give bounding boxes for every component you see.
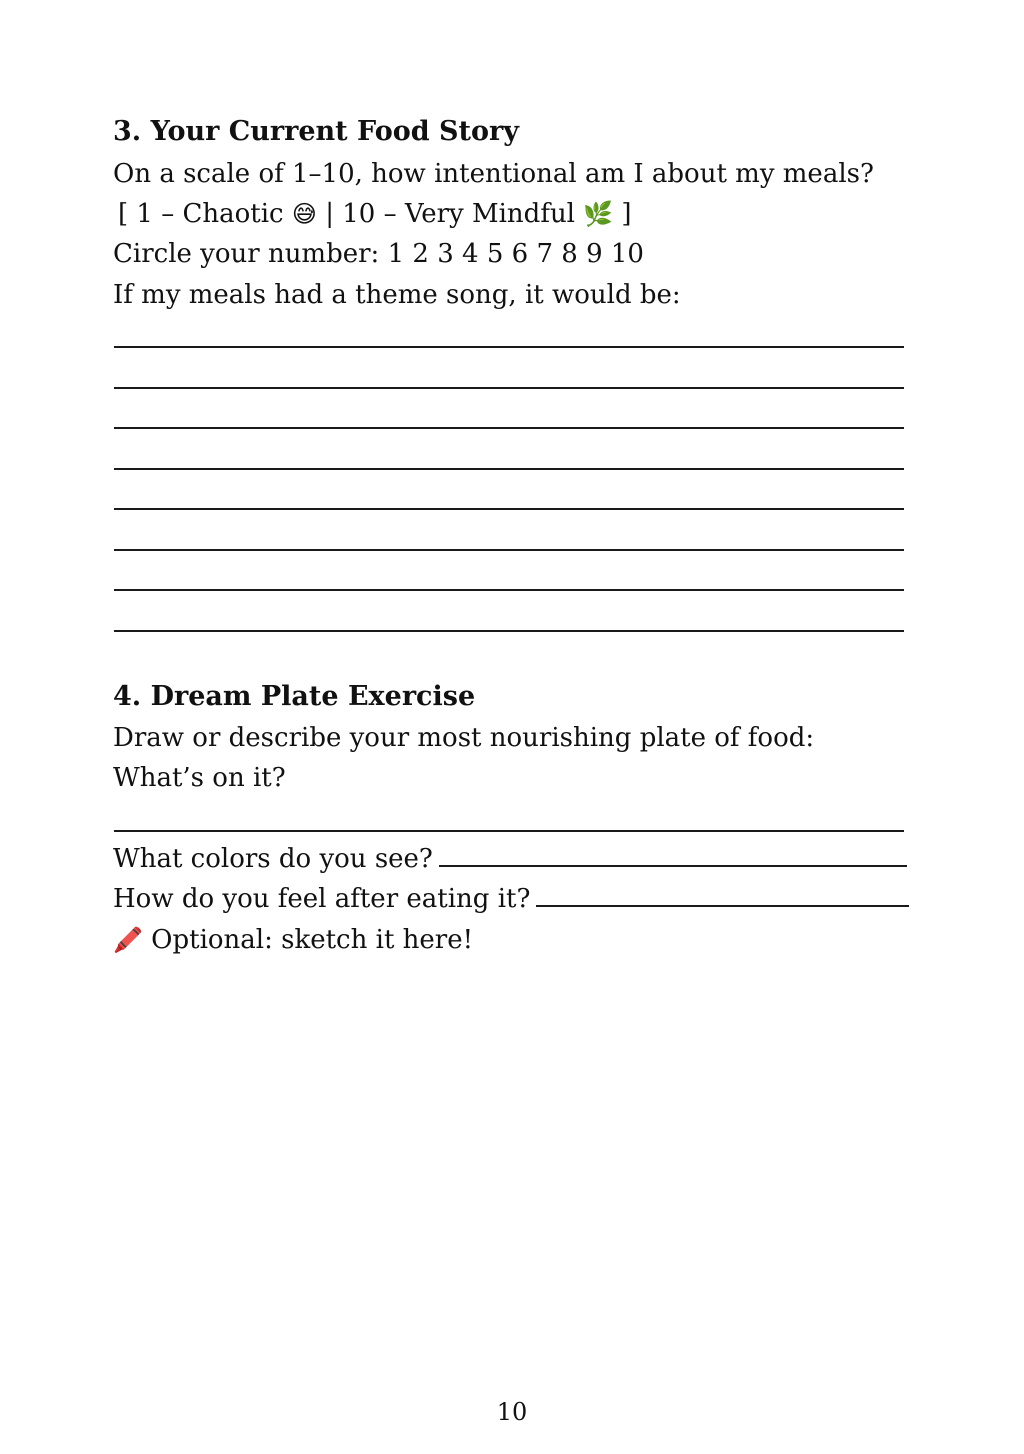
scale-separator: | <box>325 199 334 229</box>
answer-line[interactable] <box>114 346 904 348</box>
scale-number[interactable]: 4 <box>462 239 479 269</box>
scale-legend <box>118 196 918 232</box>
theme-song-prompt: If my meals had a theme song, it would be: <box>113 280 681 310</box>
scale-number[interactable]: 3 <box>437 239 454 269</box>
circle-number-row <box>113 236 913 272</box>
scale-number[interactable]: 8 <box>561 239 578 269</box>
colors-row <box>113 841 913 877</box>
crayon-icon: 🖍️ <box>113 926 143 954</box>
answer-line[interactable] <box>114 549 904 551</box>
scale-number[interactable]: 7 <box>536 239 553 269</box>
herb-icon: 🌿 <box>583 200 614 228</box>
scale-number[interactable]: 9 <box>586 239 603 269</box>
scale-number[interactable]: 6 <box>511 239 529 269</box>
scale-bracket-open: [ <box>118 199 129 229</box>
scale-number[interactable]: 1 <box>387 239 405 269</box>
dream-plate-prompt: Draw or describe your most nourishing plate of food: <box>113 723 815 753</box>
scale-number[interactable]: 5 <box>486 239 504 269</box>
feel-row <box>113 881 913 917</box>
section-4-heading: 4. Dream Plate Exercise <box>113 681 476 712</box>
sketch-area[interactable] <box>113 970 903 1370</box>
sweat-smile-icon: 😅 <box>291 200 317 228</box>
answer-line[interactable] <box>114 830 904 832</box>
scale-high-label: 10 – Very Mindful <box>342 199 575 229</box>
scale-low-label: 1 – Chaotic <box>136 199 284 229</box>
scale-question: On a scale of 1–10, how intentional am I about my meals? <box>113 159 874 189</box>
colors-prompt: What colors do you see? <box>113 844 433 874</box>
sketch-prompt: Optional: sketch it here! <box>151 925 474 955</box>
answer-line[interactable] <box>114 589 904 591</box>
feel-answer-line[interactable] <box>536 904 909 907</box>
section-3-heading: 3. Your Current Food Story <box>113 116 519 147</box>
page-number: 10 <box>496 1398 528 1426</box>
answer-line[interactable] <box>114 427 904 429</box>
answer-line[interactable] <box>114 508 904 510</box>
answer-line[interactable] <box>114 630 904 632</box>
scale-number[interactable]: 2 <box>412 239 429 269</box>
circle-prompt: Circle your number: <box>113 239 380 269</box>
sketch-row <box>113 922 913 958</box>
colors-answer-line[interactable] <box>439 864 907 867</box>
answer-line[interactable] <box>114 387 904 389</box>
whats-on-it-prompt: What’s on it? <box>113 763 286 793</box>
scale-bracket-close: ] <box>621 199 632 229</box>
scale-number[interactable]: 10 <box>610 239 644 269</box>
answer-line[interactable] <box>114 468 904 470</box>
feel-prompt: How do you feel after eating it? <box>113 884 531 914</box>
